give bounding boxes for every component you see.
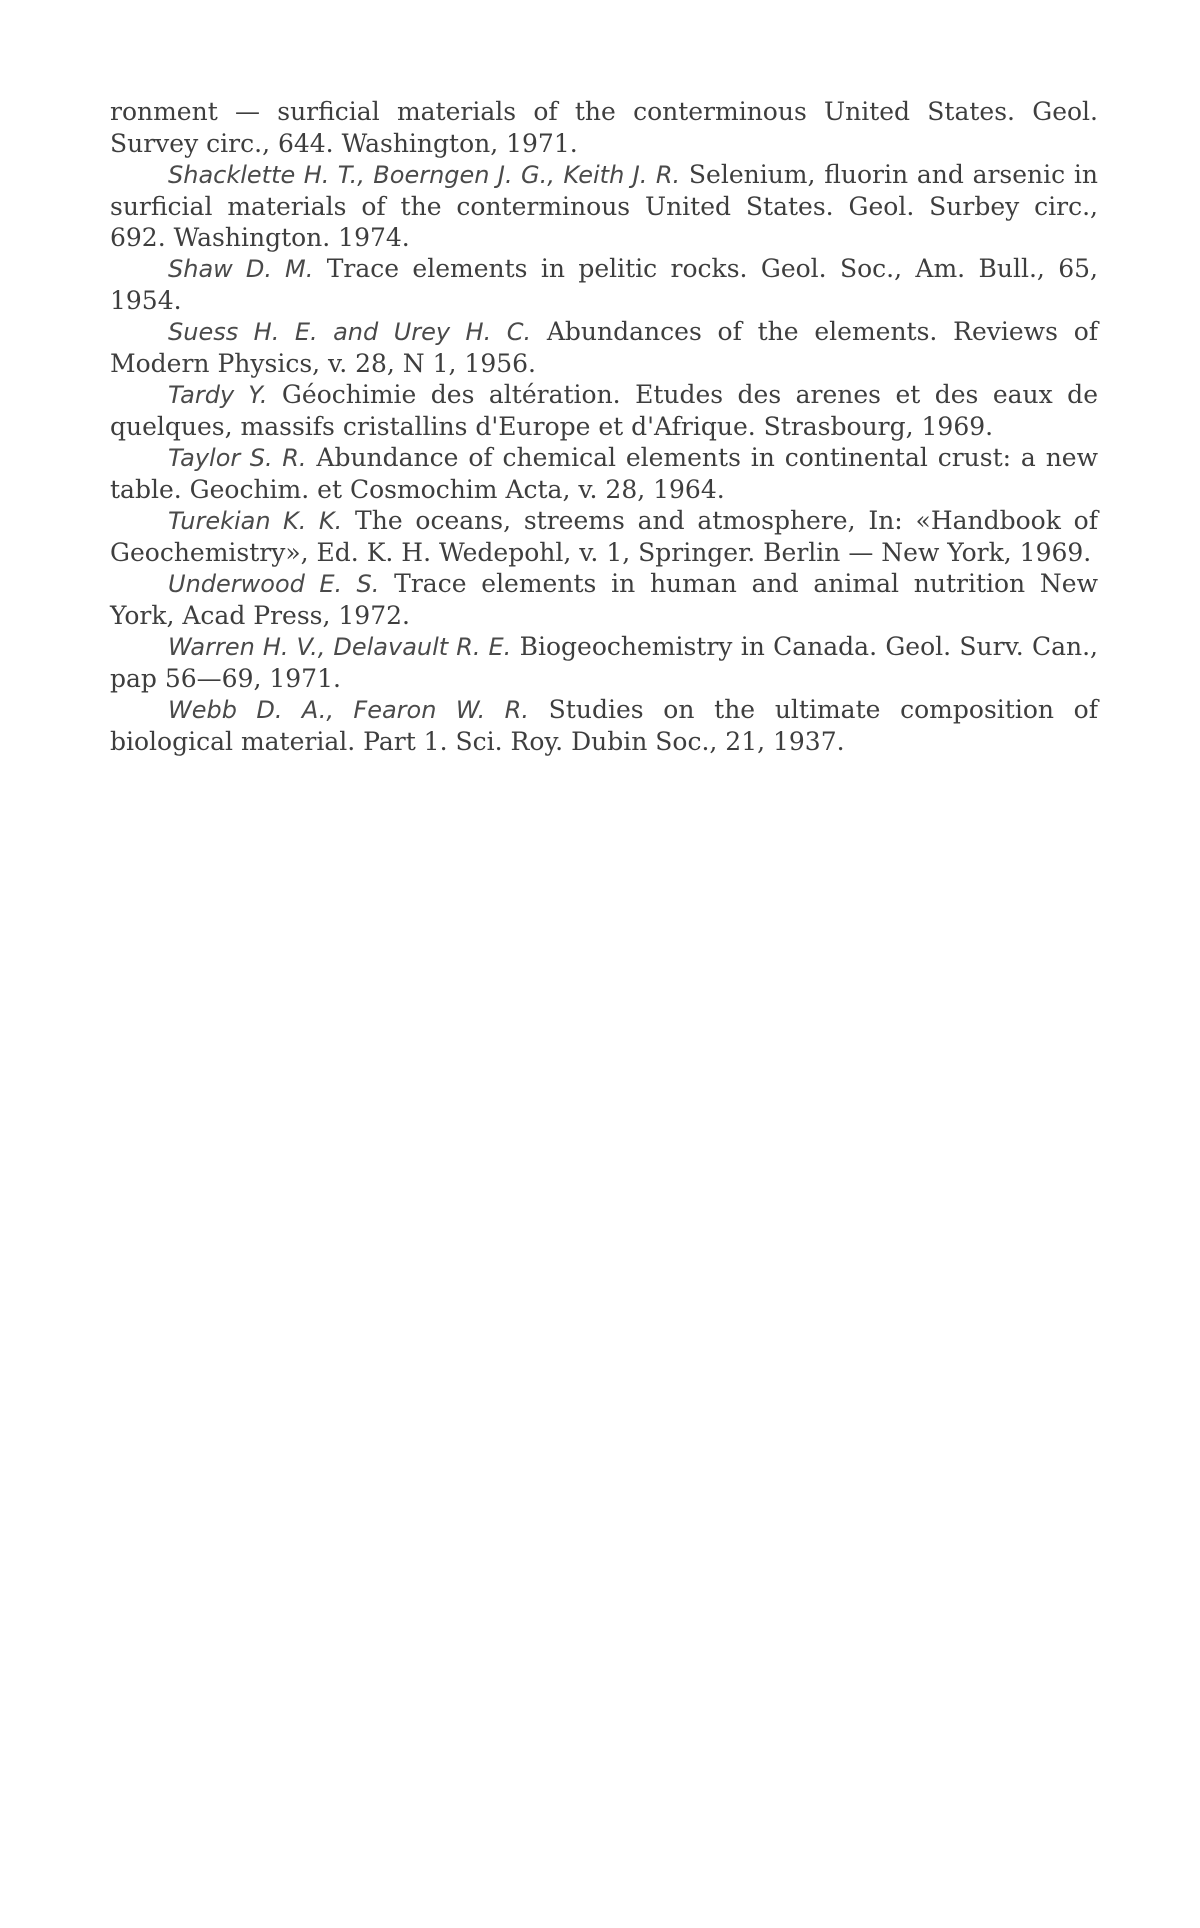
reference-authors: Webb D. A., Fearon W. R. bbox=[168, 696, 529, 724]
reference-text: Studies on the ultimate composition of biological material. Part 1. Sci. Roy. Dubin Soc., 21, 1937. bbox=[110, 695, 1098, 756]
reference-entry bbox=[110, 694, 1098, 757]
reference-authors: Suess H. E. and Urey H. C. bbox=[168, 318, 532, 346]
reference-text: The oceans, streems and atmosphere, In: «Handbook of Geochemistry», Ed. K. H. Wedepohl, v. 1, Springer. Berlin — New York, 1969. bbox=[110, 506, 1098, 567]
reference-entry bbox=[110, 96, 1098, 159]
reference-entry bbox=[110, 159, 1098, 253]
reference-entry bbox=[110, 442, 1098, 505]
reference-text: Biogeochemistry in Canada. Geol. Surv. Can., pap 56—69, 1971. bbox=[110, 632, 1099, 693]
reference-list bbox=[110, 96, 1098, 757]
reference-authors: Underwood E. S. bbox=[168, 570, 380, 598]
reference-authors: Turekian K. K. bbox=[168, 507, 343, 535]
reference-authors: Warren H. V., Delavault R. E. bbox=[168, 633, 512, 661]
reference-text: Abundance of chemical elements in continental crust: a new table. Geochim. et Cosmochim Acta, v. 28, 1964. bbox=[110, 443, 1098, 504]
reference-authors: Shacklette H. T., Boerngen J. G., Keith J. R. bbox=[168, 161, 681, 189]
reference-text: ronment — surficial materials of the conterminous United States. Geol. Survey circ., 644. Washington, 1971. bbox=[110, 97, 1098, 158]
reference-text: Trace elements in pelitic rocks. Geol. Soc., Am. Bull., 65, 1954. bbox=[110, 254, 1098, 315]
reference-text: Géochimie des altération. Etudes des arenes et des eaux de quelques, massifs cristallins d'Europe et d'Afrique. Strasbourg, 1969. bbox=[110, 380, 1098, 441]
reference-entry bbox=[110, 631, 1098, 694]
reference-text: Trace elements in human and animal nutrition New York, Acad Press, 1972. bbox=[110, 569, 1098, 630]
reference-entry bbox=[110, 505, 1098, 568]
reference-entry bbox=[110, 379, 1098, 442]
reference-text: Selenium, fluorin and arsenic in surficial materials of the conterminous United States. Geol. Surbey circ., 692. Washington. 1974. bbox=[110, 160, 1099, 252]
reference-entry bbox=[110, 568, 1098, 631]
reference-authors: Taylor S. R. bbox=[168, 444, 307, 472]
reference-entry bbox=[110, 316, 1098, 379]
reference-entry bbox=[110, 253, 1098, 316]
reference-text: Abundances of the elements. Reviews of Modern Physics, v. 28, N 1, 1956. bbox=[110, 317, 1098, 378]
reference-authors: Shaw D. M. bbox=[168, 255, 314, 283]
reference-authors: Tardy Y. bbox=[168, 381, 268, 409]
